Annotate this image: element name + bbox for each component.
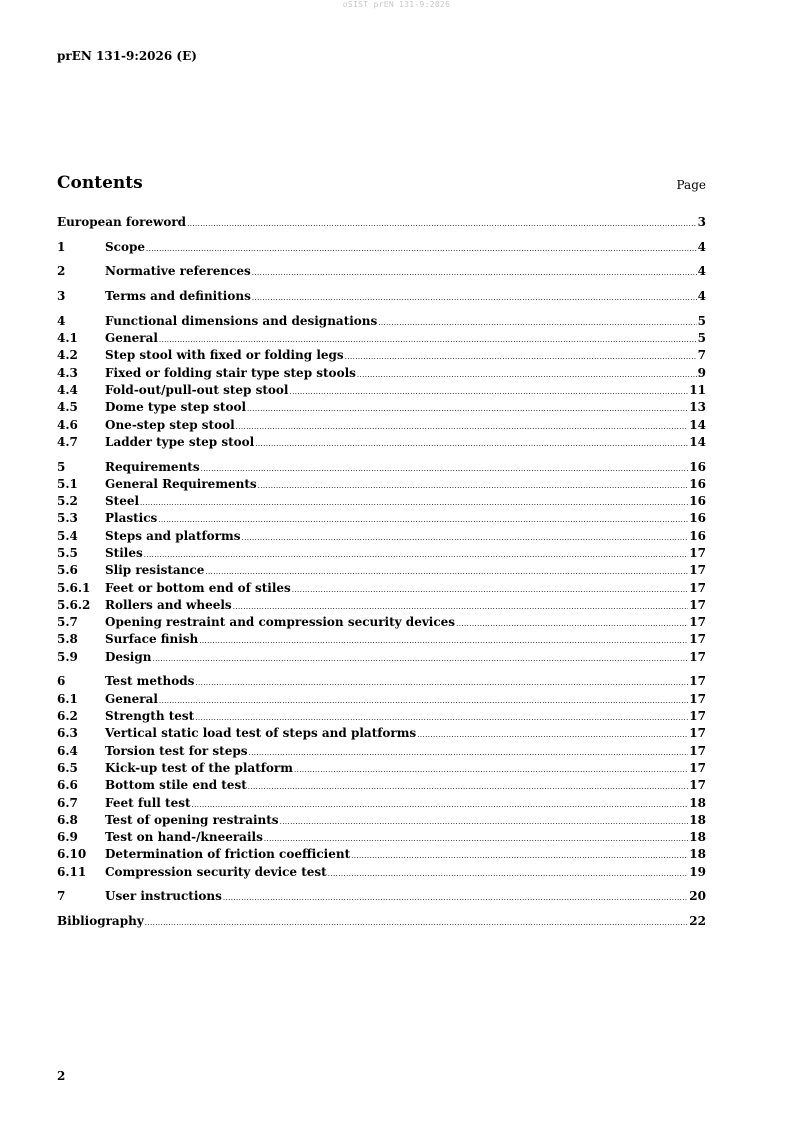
toc-entry[interactable] xyxy=(57,528,706,545)
toc-entry-title: Terms and definitions xyxy=(105,289,251,304)
toc-entry-page: 17 xyxy=(689,709,706,724)
toc-entry[interactable] xyxy=(57,239,706,256)
toc-entry[interactable] xyxy=(57,795,706,812)
toc-leader-dots xyxy=(289,384,688,401)
toc-entry-title: Dome type step stool xyxy=(105,400,247,415)
toc-entry-title: General xyxy=(105,331,158,346)
toc-entry[interactable] xyxy=(57,476,706,493)
toc-leader-dots xyxy=(144,547,689,564)
toc-entry[interactable] xyxy=(57,649,706,666)
toc-entry-title: Design xyxy=(105,649,152,664)
toc-entry-page: 16 xyxy=(689,494,706,509)
toc-entry-page: 16 xyxy=(689,476,706,491)
table-of-contents xyxy=(57,214,706,930)
toc-entry-title: Feet full test xyxy=(105,795,191,810)
toc-entry-title: Slip resistance xyxy=(105,563,205,578)
toc-entry-title: Bibliography xyxy=(57,914,144,929)
toc-leader-dots xyxy=(258,478,689,495)
toc-entry-page: 17 xyxy=(689,726,706,741)
toc-leader-dots xyxy=(328,866,689,883)
toc-leader-dots xyxy=(145,915,689,932)
toc-entry[interactable] xyxy=(57,382,706,399)
toc-entry-number: 5.7 xyxy=(57,615,78,630)
toc-entry-title: General xyxy=(105,691,158,706)
toc-entry[interactable] xyxy=(57,399,706,416)
toc-entry-page: 17 xyxy=(689,691,706,706)
toc-entry-number: 5.2 xyxy=(57,494,78,509)
toc-entry-number: 4.3 xyxy=(57,365,78,380)
toc-entry[interactable] xyxy=(57,743,706,760)
toc-entry[interactable] xyxy=(57,510,706,527)
toc-entry-title: Kick-up test of the platform xyxy=(105,760,293,775)
toc-entry-number: 6 xyxy=(57,674,66,689)
toc-entry-title: General Requirements xyxy=(105,476,257,491)
toc-entry[interactable] xyxy=(57,562,706,579)
toc-entry[interactable] xyxy=(57,708,706,725)
toc-entry-title: Fold-out/pull-out step stool xyxy=(105,382,289,397)
toc-entry-number: 5.9 xyxy=(57,649,78,664)
toc-entry-title: Plastics xyxy=(105,511,158,526)
toc-leader-dots xyxy=(223,890,688,907)
toc-entry[interactable] xyxy=(57,913,706,930)
toc-entry-number: 6.6 xyxy=(57,778,78,793)
toc-entry[interactable] xyxy=(57,493,706,510)
toc-entry-page: 7 xyxy=(697,348,706,363)
toc-leader-dots xyxy=(248,779,689,796)
toc-entry-title: Ladder type step stool xyxy=(105,434,255,449)
toc-entry-title: Strength test xyxy=(105,709,195,724)
toc-entry-number: 5.4 xyxy=(57,528,78,543)
toc-leader-dots xyxy=(146,241,697,258)
toc-entry-title: Test methods xyxy=(105,674,195,689)
toc-entry-title: Step stool with fixed or folding legs xyxy=(105,348,344,363)
toc-entry-number: 2 xyxy=(57,264,66,279)
toc-entry-number: 3 xyxy=(57,289,66,304)
toc-entry-page: 17 xyxy=(689,597,706,612)
toc-entry[interactable] xyxy=(57,673,706,690)
toc-entry[interactable] xyxy=(57,691,706,708)
toc-entry-title: Steps and platforms xyxy=(105,528,241,543)
toc-entry-page: 17 xyxy=(689,546,706,560)
toc-entry-number: 1 xyxy=(57,239,66,254)
toc-entry[interactable] xyxy=(57,597,706,614)
toc-entry[interactable] xyxy=(57,545,706,562)
toc-entry-title: European foreword xyxy=(57,215,187,229)
toc-entry-page: 17 xyxy=(689,615,706,630)
toc-entry-page: 18 xyxy=(689,795,706,810)
toc-entry-title: Fixed or folding stair type step stools xyxy=(105,365,356,380)
toc-entry-title: Determination of friction coefficient xyxy=(105,847,351,862)
toc-entry-number: 5.6.1 xyxy=(57,580,91,595)
toc-entry[interactable] xyxy=(57,864,706,881)
toc-entry-page: 13 xyxy=(689,400,706,415)
toc-entry-number: 5 xyxy=(57,459,66,474)
toc-entry-number: 4.2 xyxy=(57,348,78,363)
toc-leader-dots xyxy=(378,315,696,332)
toc-entry-page: 14 xyxy=(689,434,706,449)
toc-entry-page: 17 xyxy=(689,649,706,664)
toc-entry-page: 17 xyxy=(689,760,706,775)
toc-entry-page: 5 xyxy=(697,331,706,346)
toc-entry[interactable] xyxy=(57,263,706,280)
toc-leader-dots xyxy=(236,419,689,436)
toc-leader-dots xyxy=(195,675,688,692)
toc-entry-number: 6.9 xyxy=(57,830,78,845)
toc-leader-dots xyxy=(417,727,688,744)
toc-entry-number: 6.1 xyxy=(57,691,78,706)
toc-entry-title: Scope xyxy=(105,239,146,254)
toc-entry-number: 7 xyxy=(57,889,66,904)
toc-entry[interactable] xyxy=(57,614,706,631)
toc-entry-page: 16 xyxy=(689,459,706,474)
toc-entry-number: 6.5 xyxy=(57,760,78,775)
toc-leader-dots xyxy=(252,265,697,282)
toc-entry-page: 11 xyxy=(689,382,706,397)
toc-entry[interactable] xyxy=(57,725,706,742)
toc-entry-number: 6.11 xyxy=(57,864,87,879)
toc-leader-dots xyxy=(152,651,688,668)
toc-entry-title: Functional dimensions and designations xyxy=(105,313,378,328)
toc-entry-title: Feet or bottom end of stiles xyxy=(105,580,291,595)
toc-entry-title: Test on hand-/kneerails xyxy=(105,830,263,845)
toc-entry-title: Requirements xyxy=(105,459,200,474)
toc-entry-number: 4 xyxy=(57,313,66,328)
toc-entry-title: Stiles xyxy=(105,546,143,560)
toc-entry-number: 4.7 xyxy=(57,434,78,449)
toc-entry-page: 9 xyxy=(697,365,706,380)
toc-entry[interactable] xyxy=(57,760,706,777)
toc-entry-title: Steel xyxy=(105,494,140,509)
toc-entry-number: 6.2 xyxy=(57,709,78,724)
toc-entry-page: 16 xyxy=(689,511,706,526)
toc-leader-dots xyxy=(294,762,688,779)
toc-entry-number: 5.8 xyxy=(57,632,78,647)
page-column-label: Page xyxy=(676,178,706,192)
toc-entry-page: 18 xyxy=(689,812,706,827)
toc-entry-number: 6.8 xyxy=(57,812,78,827)
toc-entry-number: 5.6 xyxy=(57,563,78,578)
toc-entry[interactable] xyxy=(57,829,706,846)
toc-entry[interactable] xyxy=(57,214,706,231)
toc-entry-page: 17 xyxy=(689,632,706,647)
toc-entry-page: 20 xyxy=(689,889,706,904)
toc-entry-number: 6.4 xyxy=(57,743,78,758)
toc-entry-page: 18 xyxy=(689,830,706,845)
watermark: oSIST prEN 131-9:2026 xyxy=(342,0,451,9)
toc-leader-dots xyxy=(255,436,688,453)
toc-entry-title: Bottom stile end test xyxy=(105,778,247,793)
toc-entry-number: 6.3 xyxy=(57,726,78,741)
toc-entry-page: 17 xyxy=(689,778,706,793)
toc-leader-dots xyxy=(201,461,689,478)
toc-entry-page: 3 xyxy=(697,215,706,229)
toc-entry-page: 19 xyxy=(689,864,706,879)
toc-entry[interactable] xyxy=(57,459,706,476)
toc-entry-title: Torsion test for steps xyxy=(105,743,248,758)
toc-entry-number: 4.6 xyxy=(57,417,78,432)
toc-entry-page: 22 xyxy=(689,914,706,929)
toc-leader-dots xyxy=(249,745,689,762)
toc-entry-number: 4.5 xyxy=(57,400,78,415)
toc-entry-page: 16 xyxy=(689,528,706,543)
toc-entry-title: One-step step stool xyxy=(105,417,235,432)
toc-leader-dots xyxy=(292,582,689,599)
toc-entry-page: 17 xyxy=(689,563,706,578)
toc-entry[interactable] xyxy=(57,288,706,305)
toc-entry-page: 17 xyxy=(689,743,706,758)
toc-entry[interactable] xyxy=(57,434,706,451)
toc-entry[interactable] xyxy=(57,888,706,905)
toc-entry-title: Compression security device test xyxy=(105,864,327,879)
toc-entry-number: 4.1 xyxy=(57,331,78,346)
toc-entry-page: 4 xyxy=(697,264,706,279)
toc-leader-dots xyxy=(199,633,688,650)
toc-entry-number: 6.7 xyxy=(57,795,78,810)
toc-leader-dots xyxy=(140,495,688,512)
toc-entry-title: Rollers and wheels xyxy=(105,597,232,612)
toc-entry-page: 17 xyxy=(689,580,706,595)
toc-entry-title: Test of opening restraints xyxy=(105,812,279,827)
toc-entry-number: 5.5 xyxy=(57,546,78,560)
toc-leader-dots xyxy=(357,367,697,384)
document-id: prEN 131-9:2026 (E) xyxy=(57,49,197,63)
toc-entry-page: 17 xyxy=(689,674,706,689)
toc-leader-dots xyxy=(345,349,697,366)
toc-leader-dots xyxy=(187,216,697,233)
toc-entry[interactable] xyxy=(57,777,706,794)
toc-entry-title: Surface finish xyxy=(105,632,199,647)
toc-entry-page: 4 xyxy=(697,289,706,304)
toc-leader-dots xyxy=(252,290,697,307)
toc-entry[interactable] xyxy=(57,365,706,382)
toc-entry[interactable] xyxy=(57,330,706,347)
toc-leader-dots xyxy=(351,848,688,865)
toc-entry[interactable] xyxy=(57,347,706,364)
contents-heading: Contents xyxy=(57,173,143,193)
toc-entry-number: 5.3 xyxy=(57,511,78,526)
toc-entry-number: 5.1 xyxy=(57,476,78,491)
toc-entry-number: 5.6.2 xyxy=(57,597,91,612)
toc-entry[interactable] xyxy=(57,580,706,597)
toc-leader-dots xyxy=(241,530,688,547)
toc-entry-number: 4.4 xyxy=(57,382,78,397)
toc-entry-title: Vertical static load test of steps and platforms xyxy=(105,726,417,741)
toc-leader-dots xyxy=(456,616,688,633)
toc-entry-title: Normative references xyxy=(105,264,251,279)
toc-entry[interactable] xyxy=(57,631,706,648)
page-number: 2 xyxy=(57,1069,66,1083)
toc-entry-number: 6.10 xyxy=(57,847,87,862)
toc-entry-page: 4 xyxy=(697,239,706,254)
toc-entry-title: User instructions xyxy=(105,889,222,904)
toc-entry[interactable] xyxy=(57,846,706,863)
toc-leader-dots xyxy=(280,814,689,831)
toc-entry[interactable] xyxy=(57,812,706,829)
toc-entry-title: Opening restraint and compression security devices xyxy=(105,615,456,630)
toc-entry-page: 18 xyxy=(689,847,706,862)
toc-entry-page: 5 xyxy=(697,313,706,328)
toc-entry[interactable] xyxy=(57,313,706,330)
toc-leader-dots xyxy=(159,693,688,710)
toc-entry[interactable] xyxy=(57,417,706,434)
toc-leader-dots xyxy=(247,401,688,418)
toc-entry-page: 14 xyxy=(689,417,706,432)
